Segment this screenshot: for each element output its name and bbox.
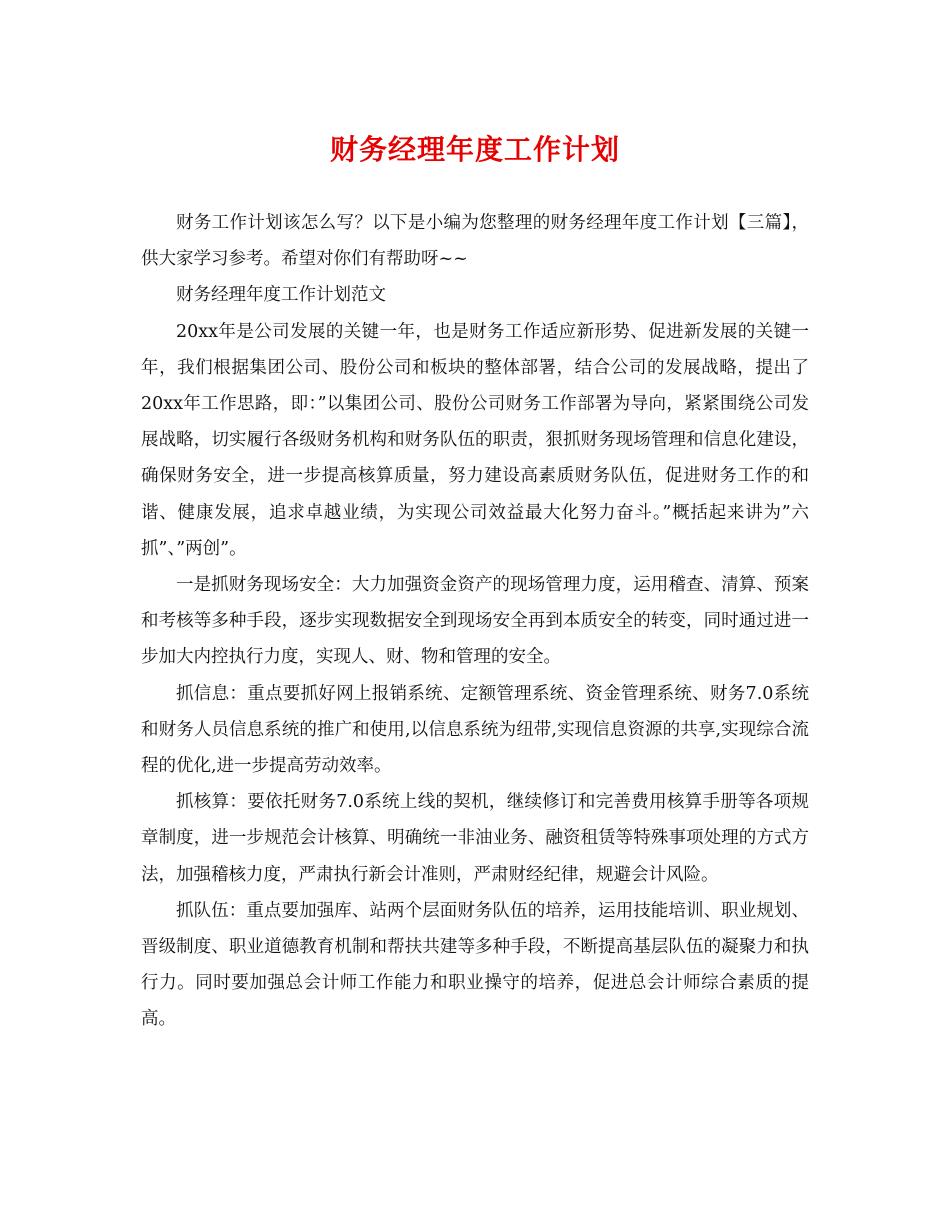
information-paragraph: 抓信息：重点要抓好网上报销系统、定额管理系统、资金管理系统、财务7.0系统和财务人员信息系统的推广和使用,以信息系统为纽带,实现信息资源的共享,实现综合流程的优化,进一步提高劳动效率。 (141, 683, 809, 777)
accounting-paragraph: 抓核算：要依托财务7.0系统上线的契机，继续修订和完善费用核算手册等各项规章制度，进一步规范会计核算、明确统一非油业务、融资租赁等特殊事项处理的方式方法，加强稽核力度，严肃执行新会计准则，严肃财经纪律，规避会计风险。 (141, 792, 809, 885)
intro-paragraph: 财务工作计划该怎么写？以下是小编为您整理的财务经理年度工作计划【三篇】，供大家学习参考。希望对你们有帮助呀~~ (141, 213, 809, 270)
team-paragraph: 抓队伍：重点要加强库、站两个层面财务队伍的培养，运用技能培训、职业规划、晋级制度、职业道德教育机制和帮扶共建等多种手段，不断提高基层队伍的凝聚力和执行力。同时要加强总会计师工作能力和职业操守的培养，促进总会计师综合素质的提高。 (141, 900, 809, 1030)
document-title: 财务经理年度工作计划 (329, 133, 620, 166)
section-heading: 财务经理年度工作计划范文 (176, 285, 386, 306)
document-body (141, 205, 809, 1038)
overview-paragraph: 20xx年是公司发展的关键一年，也是财务工作适应新形势、促进新发展的关键一年，我们根据集团公司、股份公司和板块的整体部署，结合公司的发展战略，提出了20xx年工作思路，即：”以集团公司、股份公司财务工作部署为导向，紧紧围绕公司发展战略，切实履行各级财务机构和财务队伍的职责，狠抓财务现场管理和信息化建设，确保财务安全，进一步提高核算质量，努力建设高素质财务队伍，促进财务工作的和谐、健康发展，追求卓越业绩，为实现公司效益最大化努力奋斗。”概括起来讲为”六抓”、”两创”。 (141, 321, 809, 559)
safety-paragraph: 一是抓财务现场安全：大力加强资金资产的现场管理力度，运用稽查、清算、预案和考核等多种手段，逐步实现数据安全到现场安全再到本质安全的转变，同时通过进一步加大内控执行力度，实现人、财、物和管理的安全。 (141, 575, 809, 668)
